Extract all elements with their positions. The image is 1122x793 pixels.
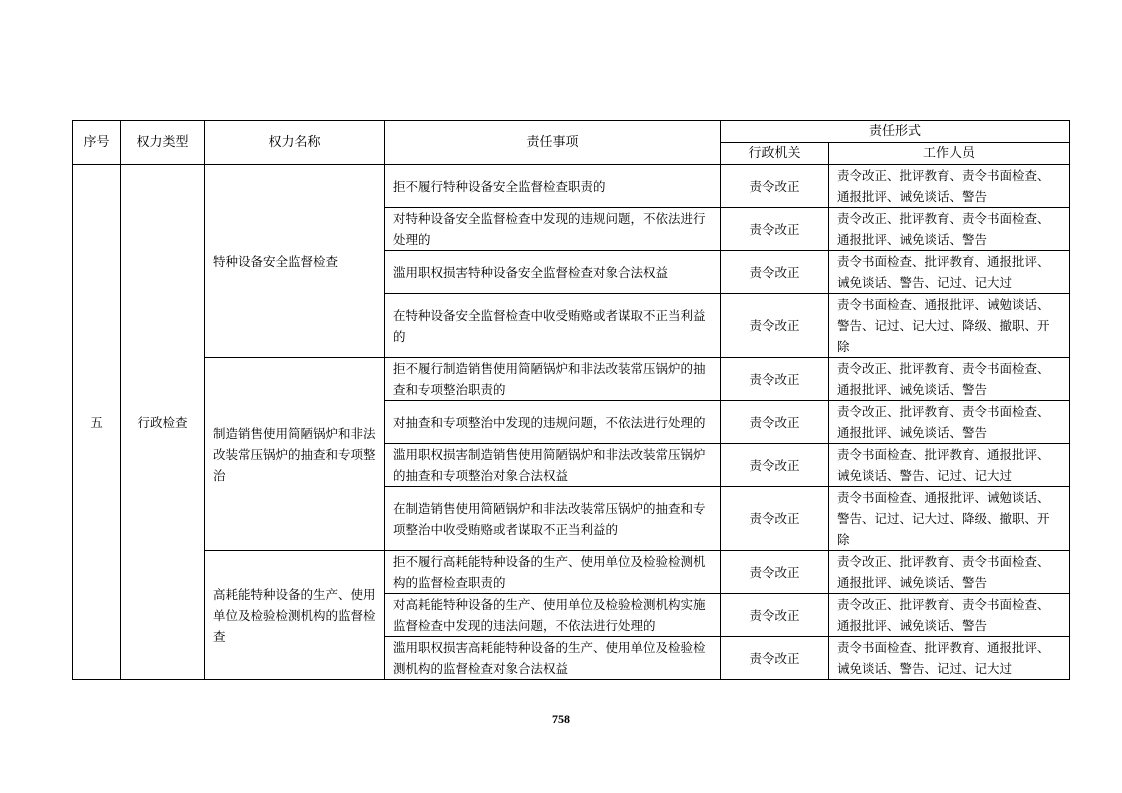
page-number: 758 — [552, 712, 570, 726]
header-agency: 行政机关 — [721, 143, 829, 165]
power-name-cell: 高耗能特种设备的生产、使用单位及检验检测机构的监督检查 — [205, 551, 385, 680]
staff-cell: 责令书面检查、批评教育、通报批评、诫免谈话、警告、记过、记大过 — [829, 444, 1070, 487]
header-power-name: 权力名称 — [205, 121, 385, 165]
agency-cell: 责令改正 — [721, 294, 829, 358]
staff-cell: 责令改正、批评教育、责令书面检查、通报批评、诫免谈话、警告 — [829, 594, 1070, 637]
power-name-cell: 特种设备安全监督检查 — [205, 165, 385, 358]
header-staff: 工作人员 — [829, 143, 1070, 165]
staff-cell: 责令书面检查、通报批评、诫勉谈话、警告、记过、记大过、降级、撤职、开除 — [829, 487, 1070, 551]
matter-cell: 对抽查和专项整治中发现的违规问题，不依法进行处理的 — [385, 401, 721, 444]
table-row — [73, 551, 1070, 594]
matter-cell: 滥用职权损害制造销售使用简陋锅炉和非法改装常压锅炉的抽查和专项整治对象合法权益 — [385, 444, 721, 487]
agency-cell: 责令改正 — [721, 208, 829, 251]
agency-cell: 责令改正 — [721, 594, 829, 637]
staff-cell: 责令改正、批评教育、责令书面检查、通报批评、诫免谈话、警告 — [829, 358, 1070, 401]
staff-cell: 责令改正、批评教育、责令书面检查、通报批评、诫免谈话、警告 — [829, 165, 1070, 208]
agency-cell: 责令改正 — [721, 551, 829, 594]
matter-cell: 滥用职权损害特种设备安全监督检查对象合法权益 — [385, 251, 721, 294]
matter-cell: 拒不履行特种设备安全监督检查职责的 — [385, 165, 721, 208]
header-index: 序号 — [73, 121, 121, 165]
table-row — [73, 165, 1070, 208]
matter-cell: 拒不履行高耗能特种设备的生产、使用单位及检验检测机构的监督检查职责的 — [385, 551, 721, 594]
staff-cell: 责令书面检查、批评教育、通报批评、诫免谈话、警告、记过、记大过 — [829, 251, 1070, 294]
agency-cell: 责令改正 — [721, 637, 829, 680]
agency-cell: 责令改正 — [721, 487, 829, 551]
matter-cell: 在制造销售使用简陋锅炉和非法改装常压锅炉的抽查和专项整治中收受贿赂或者谋取不正当利益的 — [385, 487, 721, 551]
header-row-top — [73, 121, 1070, 143]
power-name-cell: 制造销售使用简陋锅炉和非法改装常压锅炉的抽查和专项整治 — [205, 358, 385, 551]
matter-cell: 在特种设备安全监督检查中收受贿赂或者谋取不正当利益的 — [385, 294, 721, 358]
matter-cell: 对特种设备安全监督检查中发现的违规问题，不依法进行处理的 — [385, 208, 721, 251]
responsibility-table — [72, 120, 1070, 680]
power-type-cell: 行政检查 — [121, 165, 205, 680]
matter-cell: 滥用职权损害高耗能特种设备的生产、使用单位及检验检测机构的监督检查对象合法权益 — [385, 637, 721, 680]
staff-cell: 责令书面检查、通报批评、诫勉谈话、警告、记过、记大过、降级、撤职、开除 — [829, 294, 1070, 358]
agency-cell: 责令改正 — [721, 401, 829, 444]
agency-cell: 责令改正 — [721, 165, 829, 208]
agency-cell: 责令改正 — [721, 444, 829, 487]
staff-cell: 责令改正、批评教育、责令书面检查、通报批评、诫免谈话、警告 — [829, 551, 1070, 594]
matter-cell: 拒不履行制造销售使用简陋锅炉和非法改装常压锅炉的抽查和专项整治职责的 — [385, 358, 721, 401]
agency-cell: 责令改正 — [721, 251, 829, 294]
agency-cell: 责令改正 — [721, 358, 829, 401]
header-responsibility-form: 责任形式 — [721, 121, 1070, 143]
matter-cell: 对高耗能特种设备的生产、使用单位及检验检测机构实施监督检查中发现的违法问题，不依法进行处理的 — [385, 594, 721, 637]
staff-cell: 责令改正、批评教育、责令书面检查、通报批评、诫免谈话、警告 — [829, 208, 1070, 251]
serial-cell: 五 — [73, 165, 121, 680]
table-row — [73, 358, 1070, 401]
staff-cell: 责令改正、批评教育、责令书面检查、通报批评、诫免谈话、警告 — [829, 401, 1070, 444]
header-responsibility: 责任事项 — [385, 121, 721, 165]
staff-cell: 责令书面检查、批评教育、通报批评、诫免谈话、警告、记过、记大过 — [829, 637, 1070, 680]
header-power-type: 权力类型 — [121, 121, 205, 165]
